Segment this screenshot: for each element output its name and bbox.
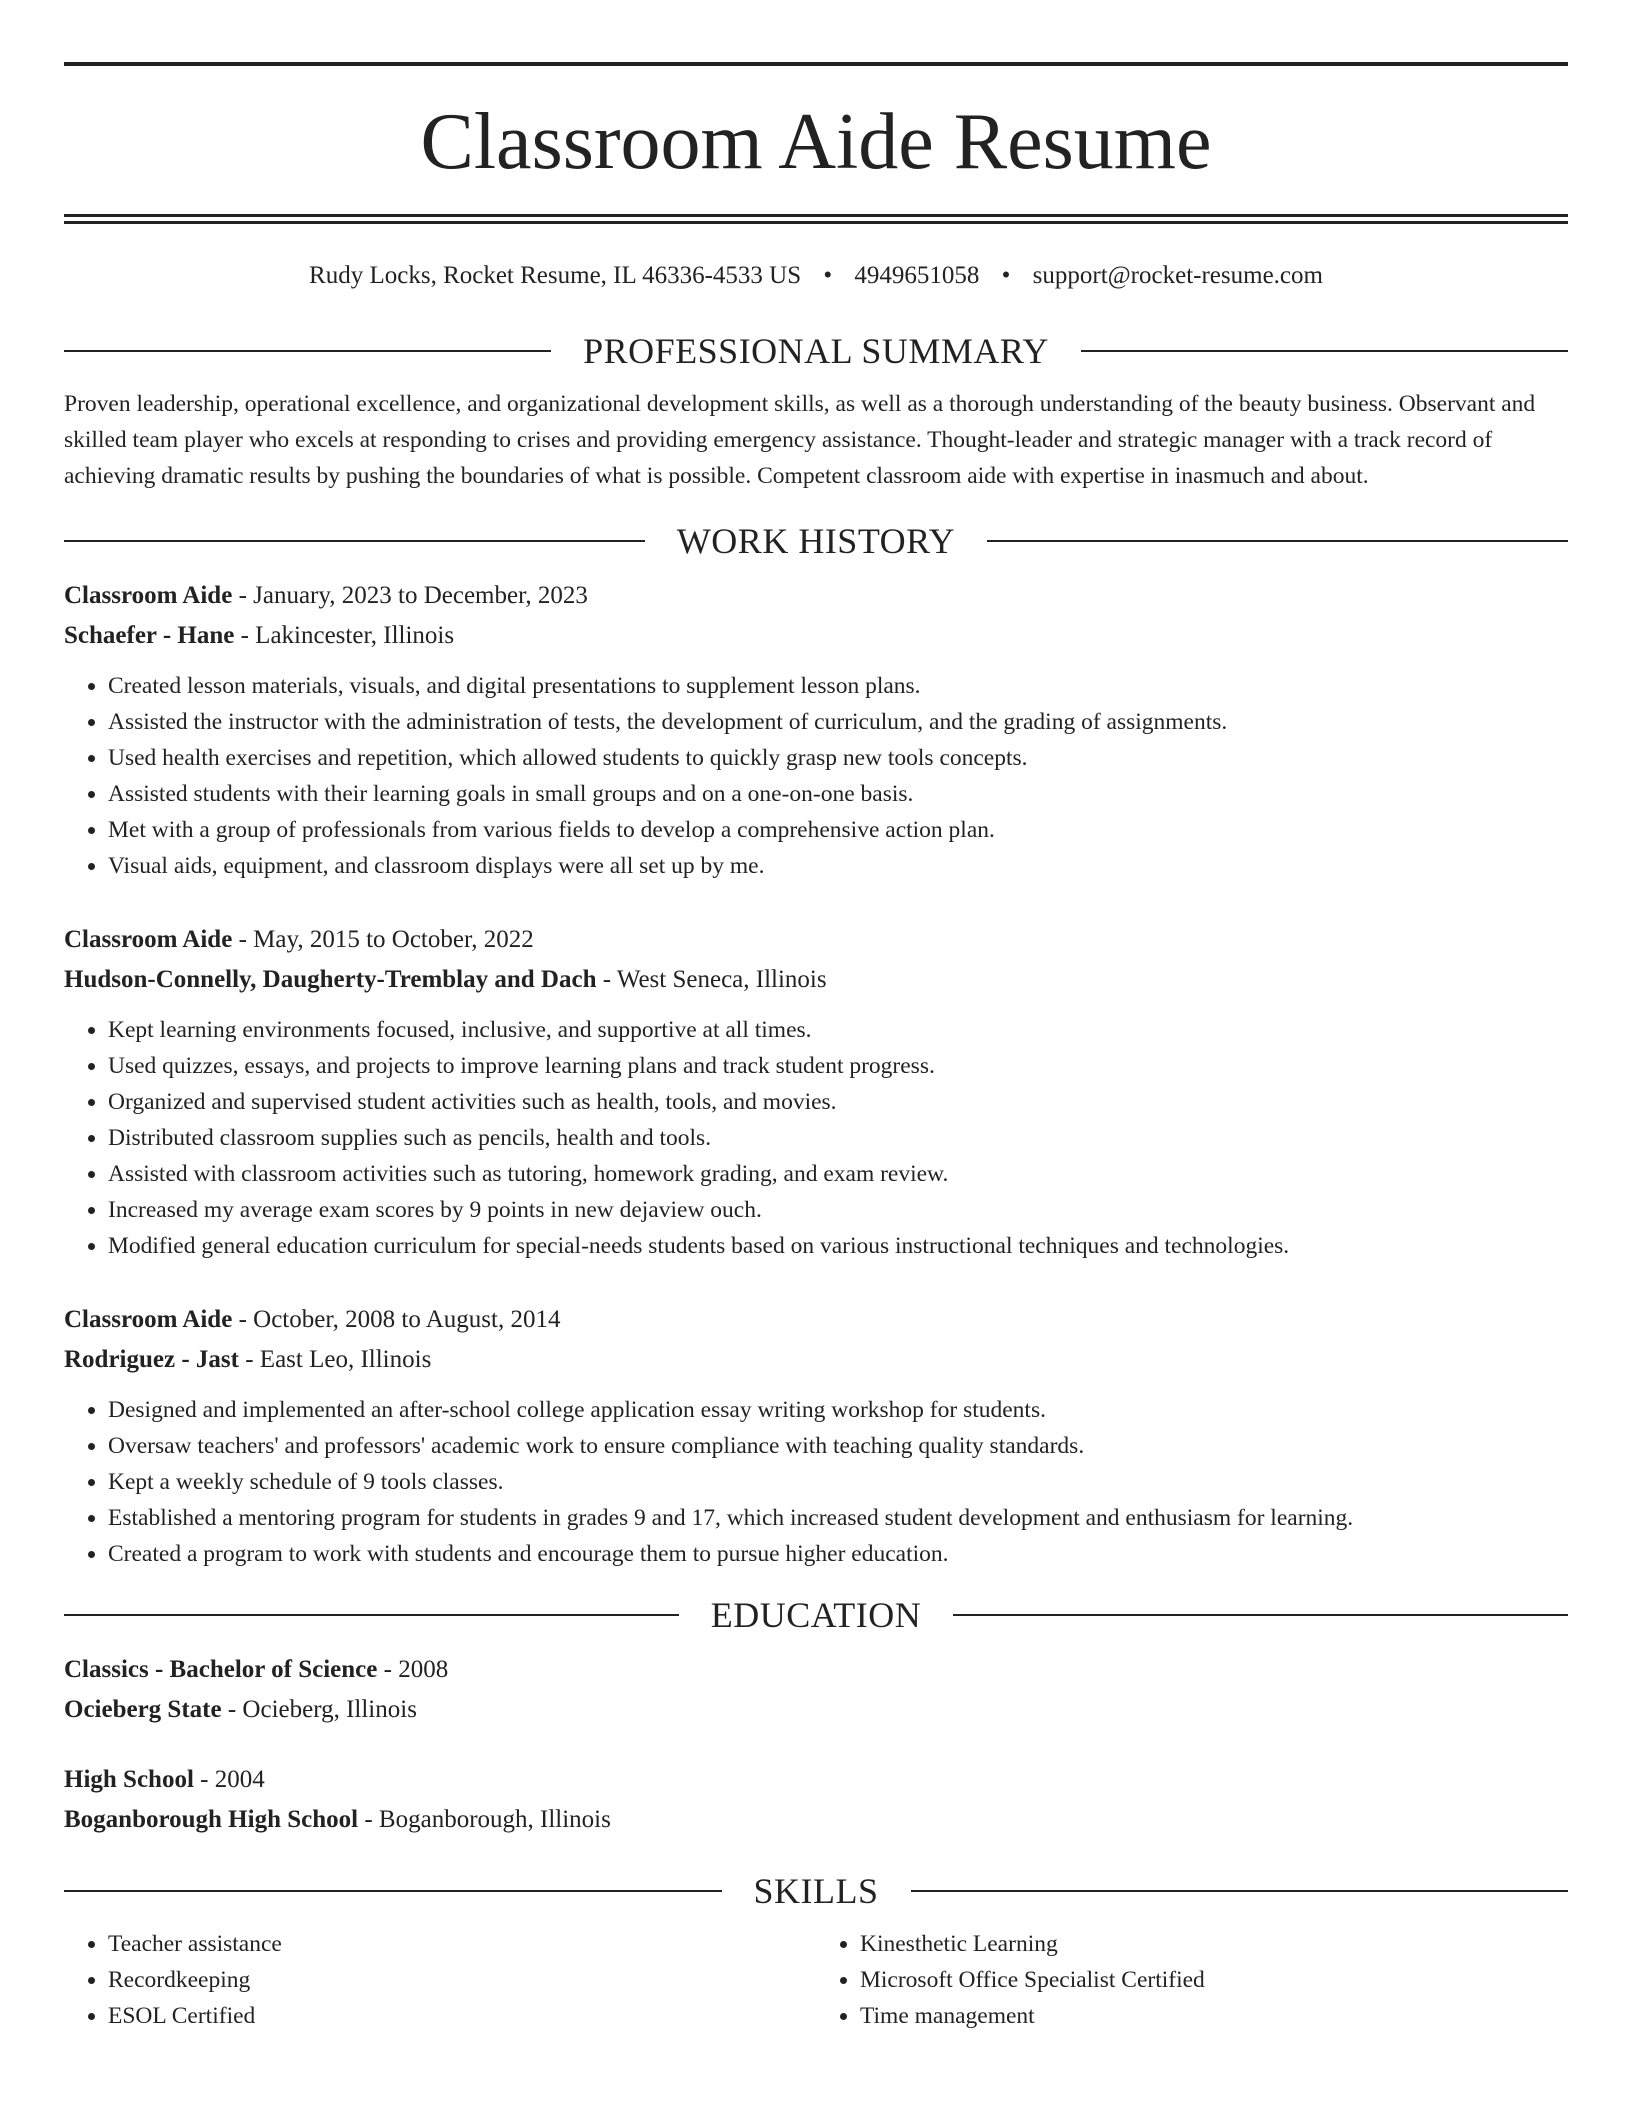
section-title: SKILLS: [753, 1871, 879, 1911]
skills-left-list: [64, 1926, 816, 2034]
skill-item: • ESOL Certified: [108, 1998, 816, 2034]
education-school-line: [64, 1690, 1568, 1730]
education-degree: High School: [64, 1766, 194, 1793]
job-company: Schaefer - Hane: [64, 622, 235, 649]
resume-title: Classroom Aide Resume: [420, 98, 1212, 186]
job-title-line: [64, 576, 1568, 616]
job-location: - West Seneca, Illinois: [596, 966, 827, 993]
job-location: - East Leo, Illinois: [238, 1346, 432, 1373]
job-dates: - January, 2023 to December, 2023: [232, 582, 588, 609]
skill-item: • Microsoft Office Specialist Certified: [860, 1962, 1568, 1998]
title-double-rule: [64, 214, 1568, 224]
list-item: • Used quizzes, essays, and projects to improve learning plans and track student progress.: [108, 1048, 1568, 1084]
list-item: • Distributed classroom supplies such as pencils, health and tools.: [108, 1120, 1568, 1156]
education-year: - 2004: [193, 1766, 265, 1793]
list-item: • Kept learning environments focused, inclusive, and supportive at all times.: [108, 1012, 1568, 1048]
section-rule: [911, 1890, 1569, 1892]
section-rule: [1081, 350, 1568, 352]
job-title: Classroom Aide: [64, 1306, 233, 1333]
job-bullets: [64, 1392, 1568, 1572]
list-item: • Oversaw teachers' and professors' academic work to ensure compliance with teaching quality standards.: [108, 1428, 1568, 1464]
section-rule: [64, 350, 551, 352]
job-entry: [64, 920, 1568, 1264]
resume-page: [64, 0, 1568, 2034]
job-title: Classroom Aide: [64, 926, 233, 953]
education-school: Boganborough High School: [64, 1806, 359, 1833]
skill-item: • Kinesthetic Learning: [860, 1926, 1568, 1962]
skill-item: • Teacher assistance: [108, 1926, 816, 1962]
skill-item: • Time management: [860, 1998, 1568, 2034]
section-header-summary: [64, 330, 1568, 372]
job-dates: - May, 2015 to October, 2022: [232, 926, 534, 953]
list-item: • Assisted students with their learning goals in small groups and on a one-on-one basis.: [108, 776, 1568, 812]
list-item: • Organized and supervised student activities such as health, tools, and movies.: [108, 1084, 1568, 1120]
section-title: EDUCATION: [710, 1595, 922, 1635]
education-degree: Classics - Bachelor of Science: [64, 1656, 378, 1683]
job-company: Hudson-Connelly, Daugherty-Tremblay and Dach: [64, 966, 597, 993]
contact-phone: 4949651058: [854, 262, 980, 289]
job-title-line: [64, 1300, 1568, 1340]
list-item: • Increased my average exam scores by 9 points in new dejaview ouch.: [108, 1192, 1568, 1228]
section-rule: [953, 1614, 1568, 1616]
job-company-line: [64, 616, 1568, 656]
list-item: • Created lesson materials, visuals, and digital presentations to supplement lesson plans.: [108, 668, 1568, 704]
list-item: • Met with a group of professionals from various fields to develop a comprehensive action plan.: [108, 812, 1568, 848]
contact-address: Rudy Locks, Rocket Resume, IL 46336-4533 US: [309, 262, 802, 289]
list-item: • Visual aids, equipment, and classroom displays were all set up by me.: [108, 848, 1568, 884]
section-rule: [987, 540, 1568, 542]
job-entry: [64, 1300, 1568, 1572]
section-header-skills: [64, 1870, 1568, 1912]
job-bullets: [64, 668, 1568, 884]
contact-email: support@rocket-resume.com: [1032, 262, 1323, 289]
education-school: Ocieberg State: [64, 1696, 222, 1723]
summary-text: Proven leadership, operational excellence, and organizational development skills, as well as a thorough understanding of the beauty business. Observant and skilled team player who excels at responding to crises and providing emergency assistance. Thought-leader and strategic manager with a track record of achieving dramatic results by pushing the boundaries of what is possible. Competent classroom aide with expertise in inasmuch and about.: [64, 391, 1536, 489]
list-item: • Assisted with classroom activities such as tutoring, homework grading, and exam review.: [108, 1156, 1568, 1192]
contact-separator: •: [823, 262, 833, 289]
job-company-line: [64, 960, 1568, 1000]
list-item: • Created a program to work with students and encourage them to pursue higher education.: [108, 1536, 1568, 1572]
list-item: • Designed and implemented an after-school college application essay writing workshop for students.: [108, 1392, 1568, 1428]
job-entry: [64, 576, 1568, 884]
skill-item: • Recordkeeping: [108, 1962, 816, 1998]
education-location: - Boganborough, Illinois: [358, 1806, 611, 1833]
section-header-education: [64, 1594, 1568, 1636]
education-degree-line: [64, 1650, 1568, 1690]
section-title: PROFESSIONAL SUMMARY: [583, 331, 1049, 371]
education-entry: [64, 1760, 1568, 1840]
skills-right-list: [816, 1926, 1568, 2034]
job-company: Rodriguez - Jast: [64, 1346, 239, 1373]
education-entry: [64, 1650, 1568, 1730]
list-item: • Used health exercises and repetition, which allowed students to quickly grasp new tools concepts.: [108, 740, 1568, 776]
section-rule: [64, 540, 645, 542]
skills-columns: [64, 1926, 1568, 2034]
section-header-work: [64, 520, 1568, 562]
contact-line: [64, 262, 1568, 290]
education-year: - 2008: [377, 1656, 449, 1683]
education-school-line: [64, 1800, 1568, 1840]
list-item: • Assisted the instructor with the administration of tests, the development of curriculum, and the grading of assignments.: [108, 704, 1568, 740]
job-company-line: [64, 1340, 1568, 1380]
education-location: - Ocieberg, Illinois: [221, 1696, 417, 1723]
list-item: • Established a mentoring program for students in grades 9 and 17, which increased student development and enthusiasm for learning.: [108, 1500, 1568, 1536]
header: [64, 0, 1568, 224]
job-dates: - October, 2008 to August, 2014: [232, 1306, 561, 1333]
section-rule: [64, 1614, 679, 1616]
section-title: WORK HISTORY: [676, 521, 956, 561]
contact-separator: •: [1001, 262, 1011, 289]
job-location: - Lakincester, Illinois: [234, 622, 455, 649]
education-degree-line: [64, 1760, 1568, 1800]
job-title-line: [64, 920, 1568, 960]
section-rule: [64, 1890, 722, 1892]
list-item: • Kept a weekly schedule of 9 tools classes.: [108, 1464, 1568, 1500]
job-bullets: [64, 1012, 1568, 1264]
list-item: • Modified general education curriculum for special-needs students based on various instructional techniques and technologies.: [108, 1228, 1568, 1264]
job-title: Classroom Aide: [64, 582, 233, 609]
